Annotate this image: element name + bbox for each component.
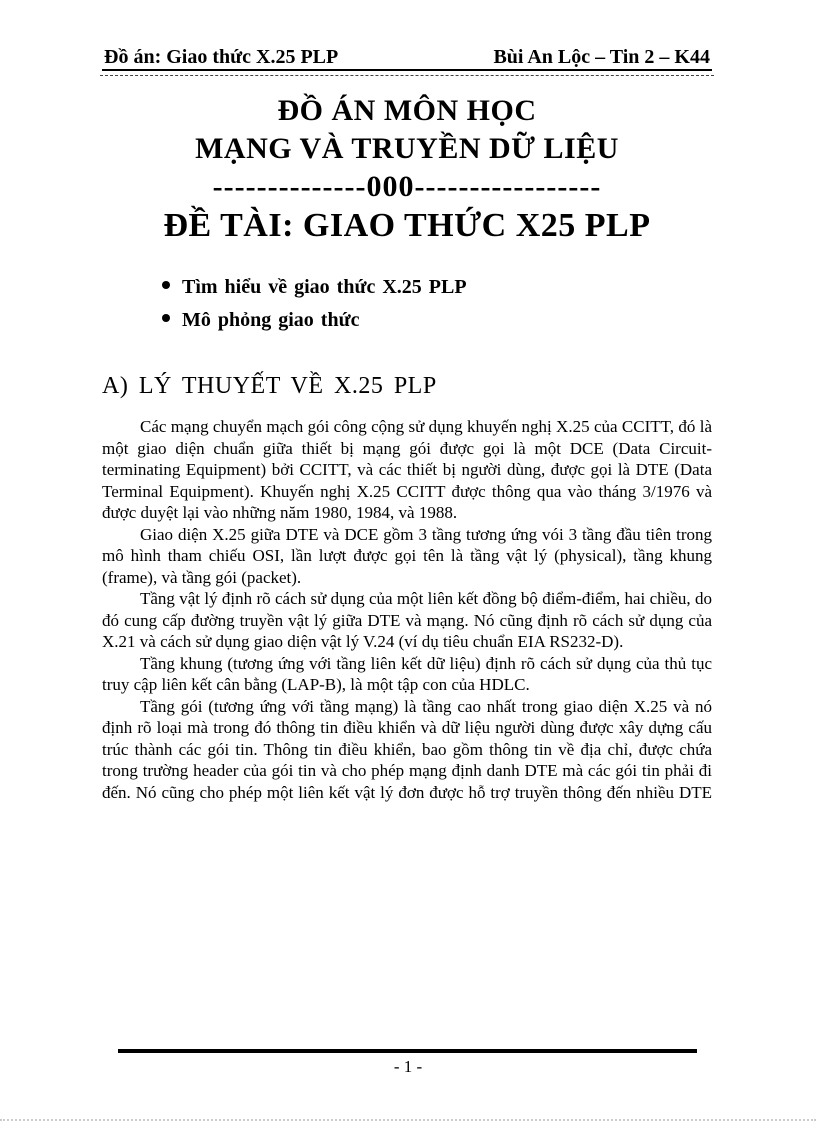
objective-label: Tìm hiểu về giao thức X.25 PLP bbox=[182, 276, 467, 298]
paragraph: Tầng vật lý định rõ cách sử dụng của một liên kết đồng bộ điểm-điểm, hai chiều, do đó cung cấp đường truyền vật lý giữa DTE và mạng. Nó cũng định rõ cách sử dụng của X.21 và cách sử dụng giao diện vật lý V.24 (ví dụ tiêu chuẩn EIA RS232-D). bbox=[102, 589, 712, 651]
bullet-icon bbox=[162, 281, 170, 289]
list-item bbox=[162, 304, 712, 337]
title-separator: --------------000----------------- bbox=[212, 170, 602, 203]
footer-rule bbox=[118, 1049, 697, 1053]
objective-label: Mô phỏng giao thức bbox=[182, 309, 360, 331]
title-main: ĐỀ TÀI: GIAO THỨC X25 PLP bbox=[163, 207, 651, 244]
header-separator-rule bbox=[100, 71, 714, 76]
title-block bbox=[102, 92, 712, 247]
list-item bbox=[162, 271, 712, 304]
paragraph: Giao diện X.25 giữa DTE và DCE gồm 3 tầng tương ứng vói 3 tầng đầu tiên trong mô hình tham chiếu OSI, lần lượt được gọi tên là tầng vật lý (physical), tầng khung (frame), và tầng gói (packet). bbox=[102, 524, 712, 587]
header-doc-title: Đồ án: Giao thức X.25 PLP bbox=[104, 46, 339, 68]
paragraph: Tầng khung (tương ứng với tầng liên kết dữ liệu) định rõ cách sử dụng của thủ tục truy cập liên kết cân bằng (LAP-B), là một tập con của HDLC. bbox=[102, 653, 712, 694]
running-header bbox=[102, 46, 712, 71]
section-heading: A) LÝ THUYẾT VỀ X.25 PLP bbox=[102, 373, 437, 399]
title-line-1: ĐỒ ÁN MÔN HỌC bbox=[277, 94, 537, 127]
header-author: Bùi An Lộc – Tin 2 – K44 bbox=[493, 46, 710, 68]
page-break-indicator bbox=[0, 1119, 816, 1121]
paragraph: Tầng gói (tương ứng với tầng mạng) là tầng cao nhất trong giao diện X.25 và nó định rõ loại mà trong đó thông tin điều khiển và dữ liệu người dùng được xây dựng cấu trúc thành các gói tin. Thông tin điều khiển, bao gồm thông tin về địa chỉ, được chứa trong trường header của gói tin và cho phép mạng định danh DTE mà các gói tin phải đi đến. Nó cũng cho phép một liên kết vật lý đơn được hỗ trợ truyền thông đến nhiều DTE bbox=[102, 696, 712, 802]
title-line-2: MẠNG VÀ TRUYỀN DỮ LIỆU bbox=[195, 132, 619, 165]
bullet-icon bbox=[162, 314, 170, 322]
body-text bbox=[102, 416, 712, 803]
page-number: - 1 - bbox=[393, 1057, 423, 1076]
objectives-list bbox=[162, 271, 712, 337]
paragraph: Các mạng chuyển mạch gói công cộng sử dụng khuyến nghị X.25 của CCITT, đó là một giao diện chuẩn giữa thiết bị mạng gói được gọi là một DCE (Data Circuit-terminating Equipment) bởi CCITT, và các thiết bị người dùng, được gọi là DTE (Data Terminal Equipment). Khuyến nghị X.25 CCITT được thông qua vào tháng 3/1976 và được duyệt lại vào những năm 1980, 1984, và 1988. bbox=[102, 417, 712, 522]
page-content bbox=[102, 0, 712, 803]
